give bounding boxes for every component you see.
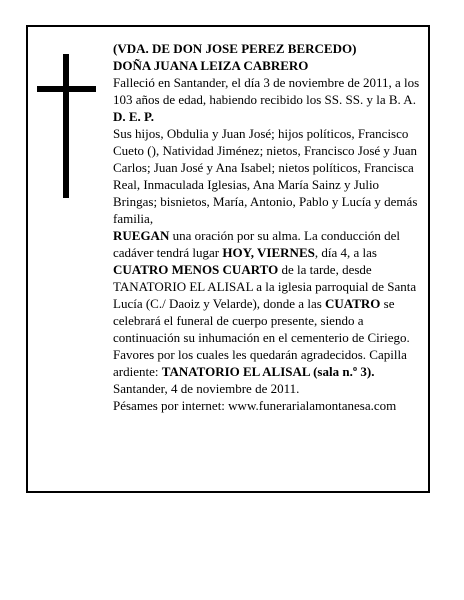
hoy-viernes: HOY, VIERNES xyxy=(222,245,315,260)
service-text-2: , día 4, a las xyxy=(314,245,377,260)
service-text-3: de la tarde, desde TANATORIO EL ALISAL a la iglesia parroquial de Santa Lucía (C./ Daoiz y Velarde), donde a las xyxy=(113,262,417,311)
date-line: Santander, 4 de noviembre de 2011. xyxy=(113,381,300,396)
widow-of-line: (VDA. DE DON JOSE PEREZ BERCEDO) xyxy=(113,41,357,56)
death-statement: Falleció en Santander, el día 3 de noviembre de 2011, a los 103 años de edad, habiendo recibido los SS. SS. y la B. A. xyxy=(113,75,420,107)
service-text-4: se celebrará el funeral de cuerpo presente, siendo a continuación su inhumación en el cementerio de Ciriego. Favores por los cuales les quedarán agradecidos. Capilla ardiente: xyxy=(113,296,410,379)
service-time: CUATRO MENOS CUARTO xyxy=(113,262,279,277)
dep-abbreviation: D. E. P. xyxy=(113,109,155,124)
family-list: Sus hijos, Obdulia y Juan José; hijos políticos, Francisco Cueto (), Natividad Jiménez; nietos, Francisco José y Juan Carlos; Juan José y Ana Isabel; nietos políticos, Francisca Real, Inmaculada Iglesias, Ana María Sainz y Julio Bringas; bisnietos, María, Antonio, Pablo y Lucía y demás familia, xyxy=(113,126,418,226)
deceased-name: DOÑA JUANA LEIZA CABRERO xyxy=(113,58,309,73)
ruegan-word: RUEGAN xyxy=(113,228,170,243)
obituary-text xyxy=(113,40,425,414)
funeral-time: CUATRO xyxy=(325,296,381,311)
service-details xyxy=(113,227,425,380)
cross-horizontal-bar xyxy=(37,86,96,92)
condolences-line: Pésames por internet: www.funerarialamontanesa.com xyxy=(113,398,397,413)
service-text-1: una oración por su alma. La conducción del cadáver tendrá lugar xyxy=(113,228,401,260)
cross-vertical-bar xyxy=(63,54,69,198)
chapel-location: TANATORIO EL ALISAL (sala n.º 3). xyxy=(161,364,375,379)
